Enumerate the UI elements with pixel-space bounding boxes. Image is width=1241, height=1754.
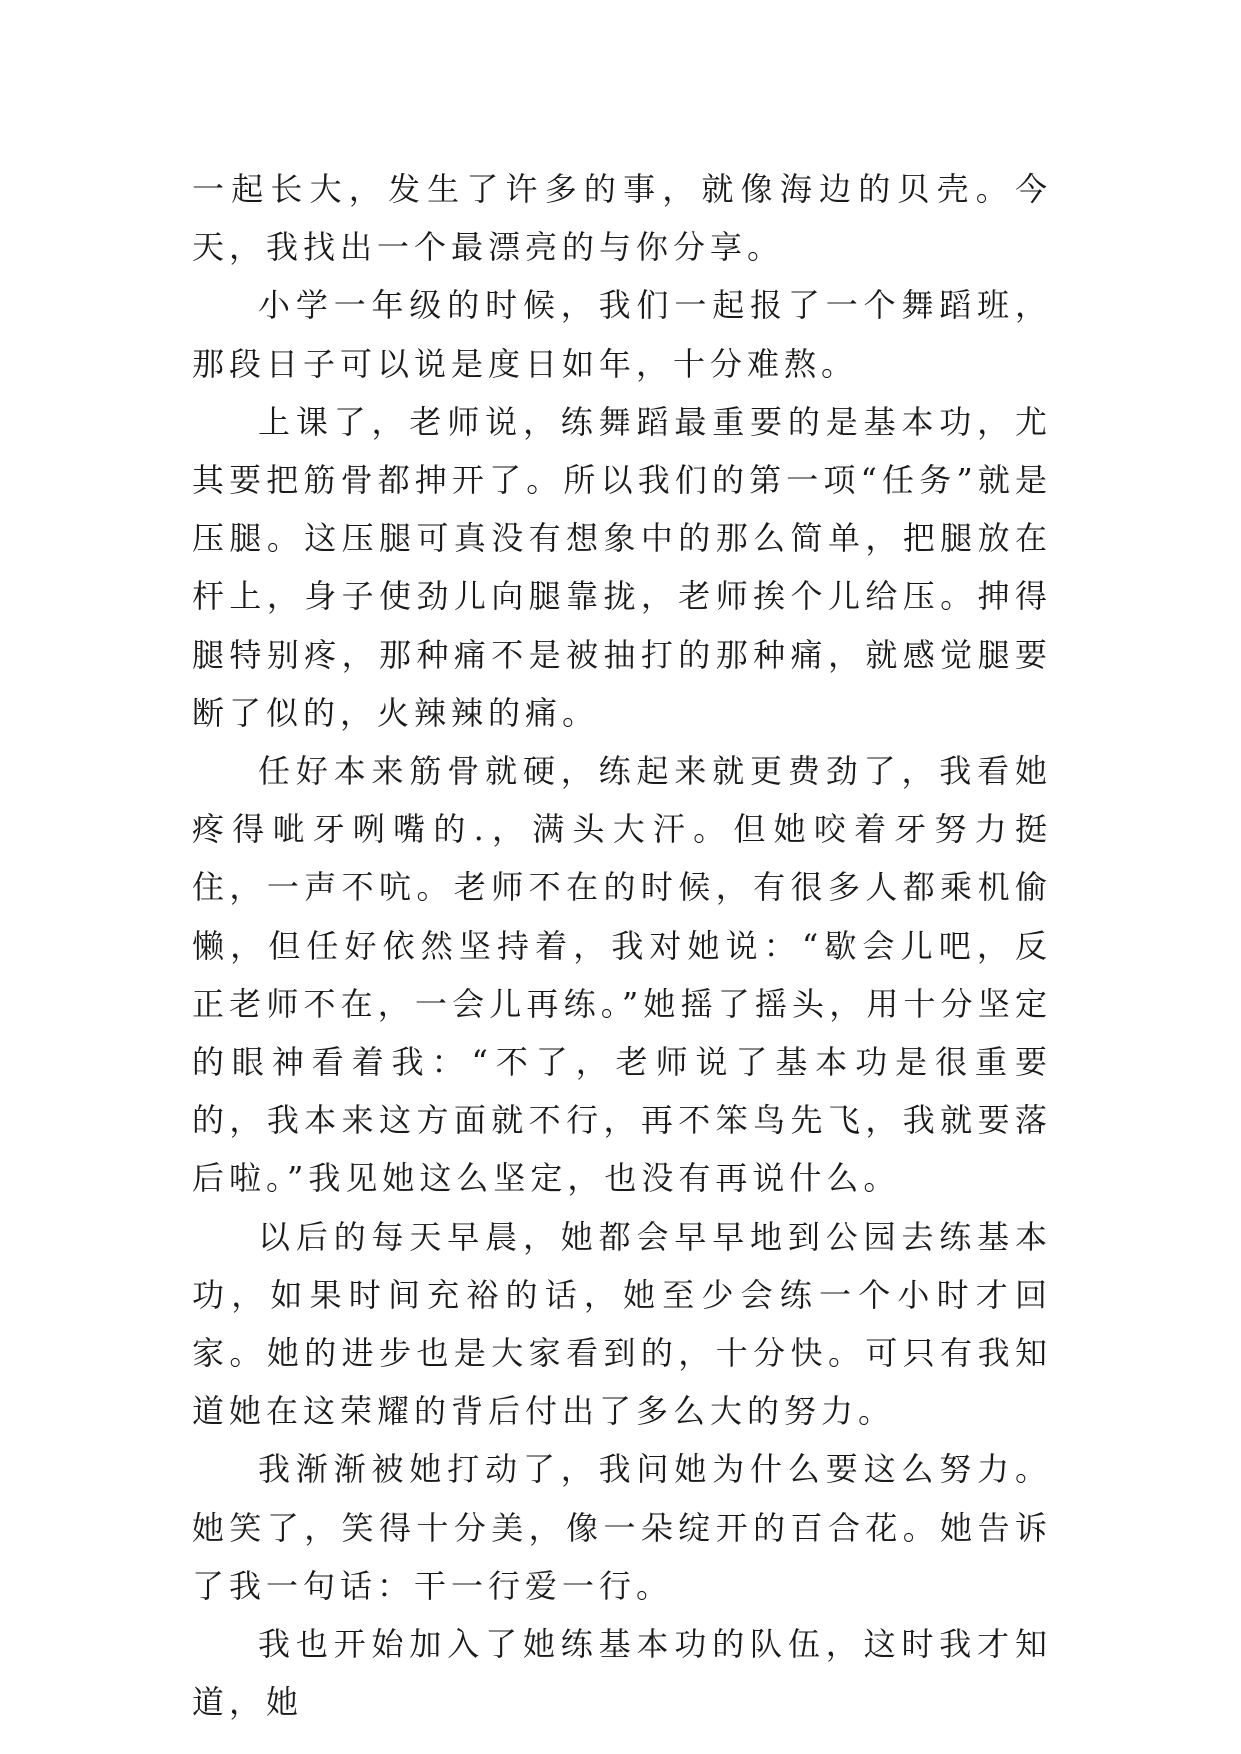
paragraph-1: 一起长大，发生了许多的事，就像海边的贝壳。今天，我找出一个最漂亮的与你分享。 [192, 170, 1052, 267]
paragraph-5: 以后的每天早晨，她都会早早地到公园去练基本功，如果时间充裕的话，她至少会练一个小时才回家。她的进步也是大家看到的，十分快。可只有我知道她在这荣耀的背后付出了多么大的努力。 [192, 1217, 1052, 1431]
paragraph-7: 我也开始加入了她练基本功的队伍，这时我才知道，她 [192, 1625, 1052, 1722]
paragraph-2: 小学一年级的时候，我们一起报了一个舞蹈班，那段日子可以说是度日如年，十分难熬。 [192, 286, 1052, 383]
paragraph-4: 任好本来筋骨就硬，练起来就更费劲了，我看她疼得呲牙咧嘴的.，满头大汗。但她咬着牙努力挺住，一声不吭。老师不在的时候，有很多人都乘机偷懒，但任好依然坚持着，我对她说：“歇会儿吧，反正老师不在，一会儿再练。”她摇了摇头，用十分坚定的眼神看着我：“不了，老师说了基本功是很重要的，我本来这方面就不行，再不笨鸟先飞，我就要落后啦。”我见她这么坚定，也没有再说什么。 [192, 752, 1052, 1198]
paragraph-6: 我渐渐被她打动了，我问她为什么要这么努力。她笑了，笑得十分美，像一朵绽开的百合花。她告诉了我一句话：干一行爱一行。 [192, 1450, 1052, 1605]
document-body [192, 160, 1052, 1731]
paragraph-3: 上课了，老师说，练舞蹈最重要的是基本功，尤其要把筋骨都抻开了。所以我们的第一项“任务”就是压腿。这压腿可真没有想象中的那么简单，把腿放在杆上，身子使劲儿向腿靠拢，老师挨个儿给压。抻得腿特别疼，那种痛不是被抽打的那种痛，就感觉腿要断了似的，火辣辣的痛。 [192, 402, 1052, 732]
